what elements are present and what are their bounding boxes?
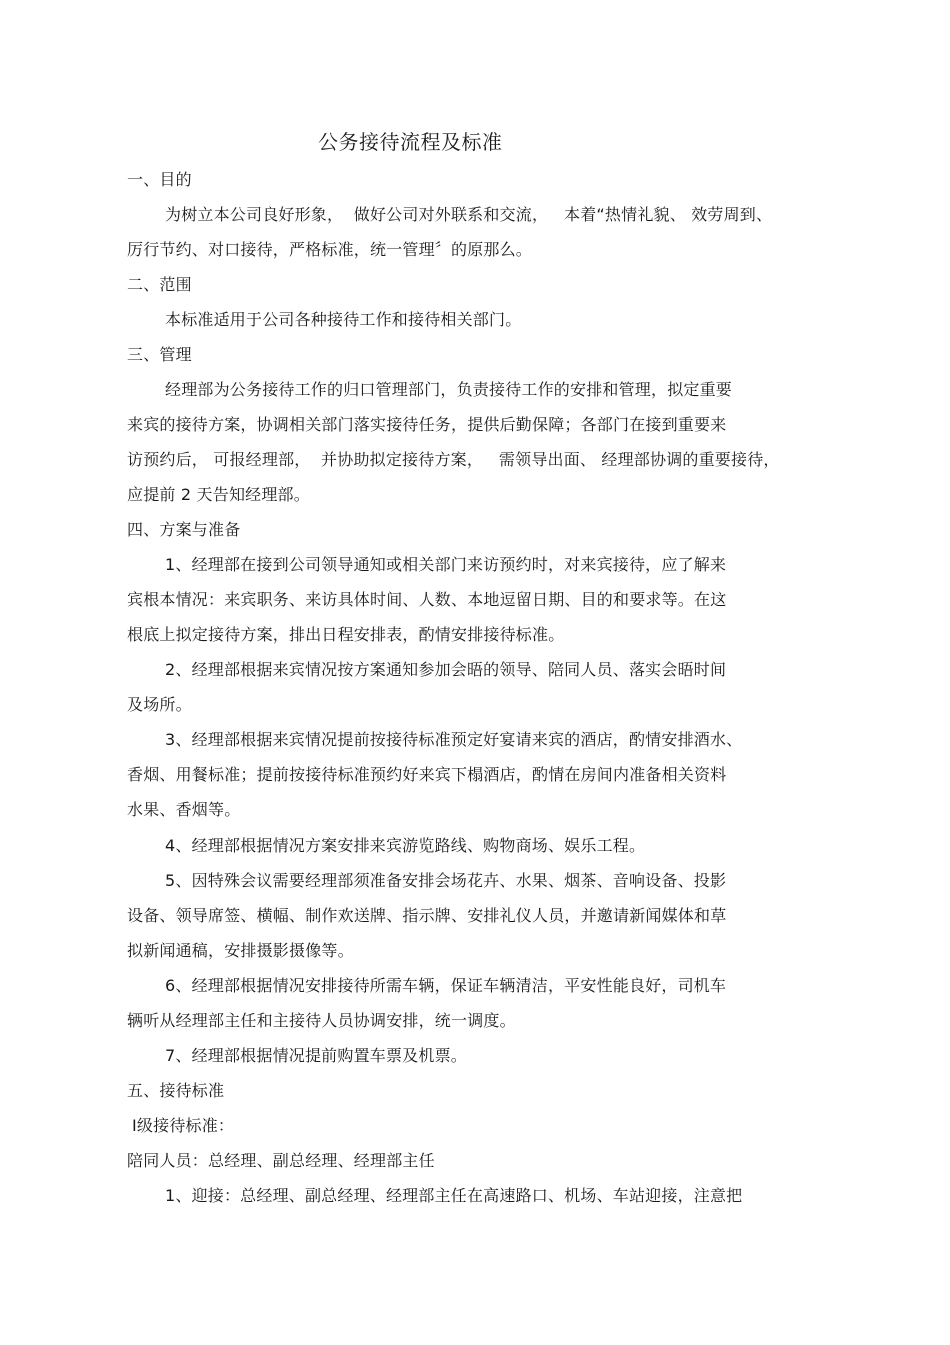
paragraph-line: 香烟、用餐标准；提前按接待标准预约好来宾下榻酒店，酌情在房间内准备相关资料 (127, 765, 727, 784)
paragraph-line: 设备、领导席签、横幅、制作欢送牌、指示牌、安排礼仪人员，并邀请新闻媒体和草 (127, 906, 727, 925)
paragraph-line: 5、因特殊会议需要经理部须准备安排会场花卉、水果、烟茶、音响设备、投影 (165, 871, 727, 890)
paragraph-line: 拟新闻通稿，安排摄影摄像等。 (127, 941, 354, 960)
paragraph-line: 水果、香烟等。 (127, 800, 241, 819)
paragraph-line: 及场所。 (127, 695, 192, 714)
paragraph-line: 3、经理部根据来宾情况提前按接待标准预定好宴请来宾的酒店，酌情安排酒水、 (165, 730, 743, 749)
paragraph-line: 应提前 2 天告知经理部。 (127, 485, 310, 504)
paragraph-line: 7、经理部根据情况提前购置车票及机票。 (165, 1046, 467, 1065)
paragraph-line: 6、经理部根据情况安排接待所需车辆，保证车辆清洁，平安性能良好，司机车 (165, 976, 727, 995)
heading-scope: 二、范围 (127, 275, 192, 294)
paragraph-line: 1、经理部在接到公司领导通知或相关部门来访预约时，对来宾接待，应了解来 (165, 555, 727, 574)
paragraph-line: 本标准适用于公司各种接待工作和接待相关部门。 (165, 310, 522, 329)
heading-management: 三、管理 (127, 345, 192, 364)
paragraph-line: 2、经理部根据来宾情况按方案通知参加会晤的领导、陪同人员、落实会晤时间 (165, 660, 727, 679)
paragraph-line: 宾根本情况：来宾职务、来访具体时间、人数、本地逗留日期、目的和要求等。在这 (127, 590, 727, 609)
paragraph-line: 为树立本公司良好形象， 做好公司对外联系和交流， 本着“热情礼貌、 效劳周到、 (165, 205, 773, 224)
paragraph-line: 1、迎接：总经理、副总经理、经理部主任在高速路口、机场、车站迎接，注意把 (165, 1186, 743, 1205)
paragraph-line: 厉行节约、对口接待，严格标准，统一管理〞的原那么。 (127, 240, 533, 259)
heading-standards: 五、接待标准 (127, 1081, 225, 1100)
heading-purpose: 一、目的 (127, 170, 192, 189)
subheading-level-1: Ⅰ级接待标准： (132, 1116, 235, 1135)
paragraph-line: 陪同人员：总经理、副总经理、经理部主任 (127, 1151, 435, 1170)
paragraph-line: 根底上拟定接待方案，排出日程安排表，酌情安排接待标准。 (127, 625, 565, 644)
paragraph-line: 辆听从经理部主任和主接待人员协调安排，统一调度。 (127, 1011, 516, 1030)
document-title: 公务接待流程及标准 (318, 130, 503, 154)
paragraph-line: 经理部为公务接待工作的归口管理部门，负责接待工作的安排和管理，拟定重要 (165, 380, 733, 399)
heading-plan: 四、方案与准备 (127, 520, 241, 539)
paragraph-line: 访预约后， 可报经理部， 并协助拟定接待方案， 需领导出面、 经理部协调的重要接待， (127, 450, 780, 469)
paragraph-line: 来宾的接待方案，协调相关部门落实接待任务，提供后勤保障；各部门在接到重要来 (127, 415, 727, 434)
paragraph-line: 4、经理部根据情况方案安排来宾游览路线、购物商场、娱乐工程。 (165, 836, 646, 855)
